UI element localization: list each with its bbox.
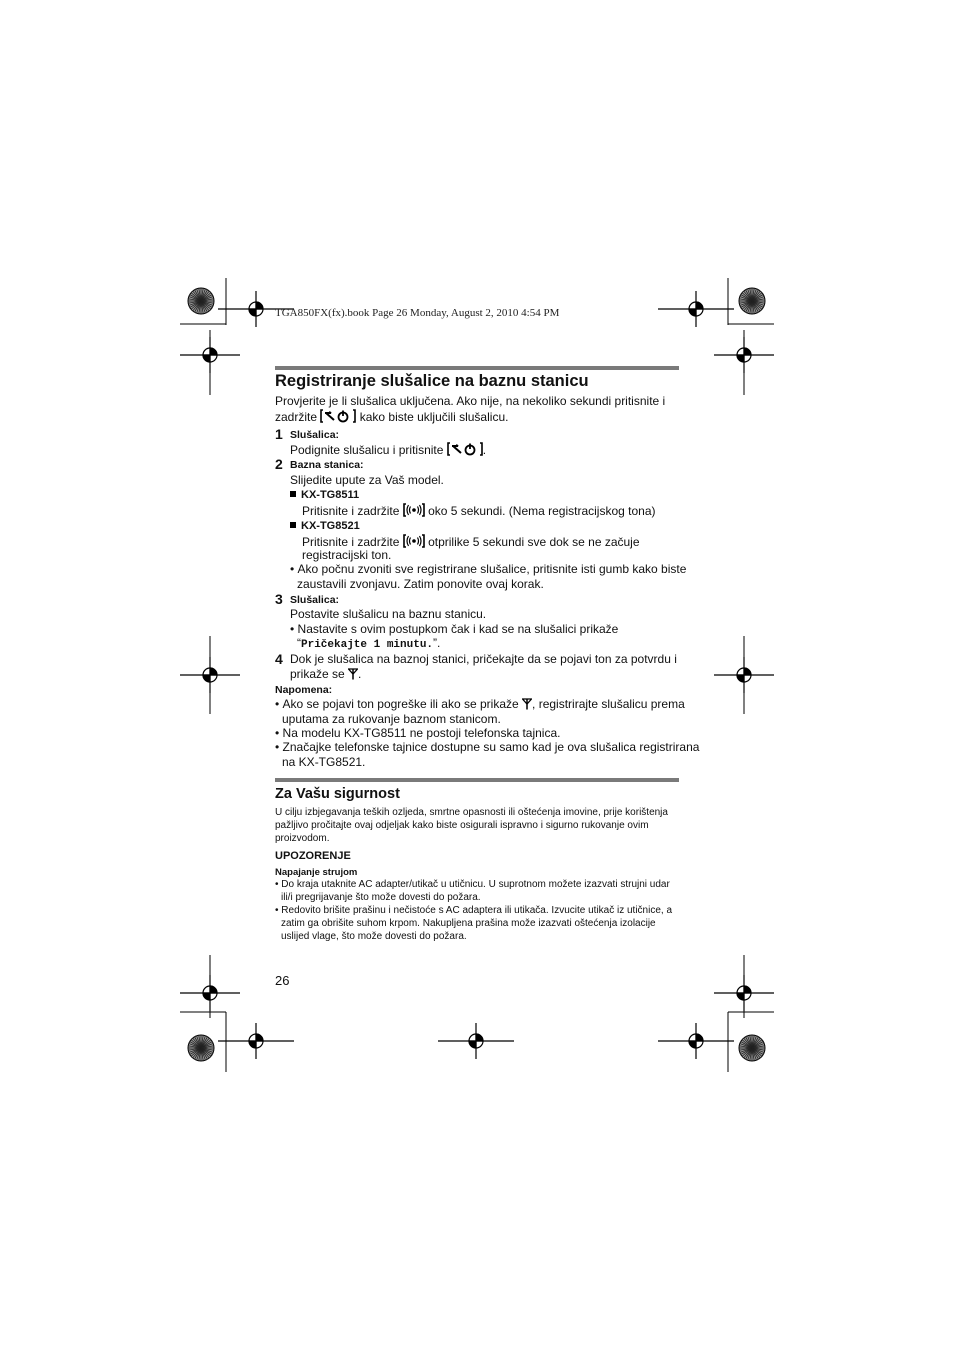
safety-intro: pažljivo pročitajte ovaj odjeljak kako biste osigurali ispravno i sigurno rukovanje ovim [275,820,649,831]
section-divider [275,366,679,370]
step-number: 4 [275,651,283,667]
display-message: “Pričekajte 1 minutu.”. [297,636,441,651]
step-label: Slušalica: [290,429,340,441]
step-text: Slijedite upute za Vaš model. [290,473,444,487]
section-title: Za Vašu sigurnost [275,786,400,802]
sunburst-target-icon [188,1035,214,1061]
step-label: Bazna stanica: [290,459,364,471]
intro-text: Provjerite je li slušalica uključena. Ako nije, na nekoliko sekundi pritisnite i [275,394,666,408]
power-subheading: Napajanje strujom [275,867,358,878]
note-text: uputama za rukovanje baznom stanicom. [282,712,501,726]
locator-key-icon [403,503,425,517]
section-divider [275,778,679,782]
intro-text: zadržite kako biste uključili slušalicu. [275,410,509,424]
step-text: registracijski ton. [302,548,392,562]
safety-intro: U cilju izbjegavanja teških ozljeda, smrtne opasnosti ili oštećenja imovine, prije korištenja [275,807,668,818]
step-number: 3 [275,591,283,607]
note-text: • Na modelu KX-TG8511 ne postoji telefonska tajnica. [275,726,561,740]
bullet-text: • Nastavite s ovim postupkom čak i kad se na slušalici prikaže [290,622,619,636]
step-text: Dok je slušalica na baznoj stanici, pričekajte da se pojavi ton za potvrdu i [290,652,677,666]
bullet-text: zaustavili zvonjavu. Zatim ponovite ovaj korak. [297,577,544,591]
sunburst-target-icon [739,288,765,314]
safety-bullet: • Redovito brišite prašinu i nečistoće s AC adaptera ili utikača. Izvucite utikač iz utičnice, a [275,905,673,916]
crosshair-target-icon [180,975,240,1011]
square-bullet-icon [290,491,296,497]
crosshair-target-icon [714,337,774,373]
step-text: Podignite slušalicu i pritisnite . [290,443,487,457]
sunburst-target-icon [739,1035,765,1061]
step-number: 1 [275,426,283,442]
step-label: Slušalica: [290,594,340,606]
sunburst-target-icon [188,288,214,314]
talk-off-power-key-icon [320,409,356,423]
warning-heading: UPOZORENJE [275,850,351,862]
bullet-text: • Ako počnu zvoniti sve registrirane slušalice, pritisnite isti gumb kako biste [290,562,687,576]
crosshair-target-icon [438,1023,514,1059]
book-header-line: TGA850FX(fx).book Page 26 Monday, August 2, 2010 4:54 PM [275,307,560,319]
section-title: Registriranje slušalice na baznu stanicu [275,372,589,390]
note-text: • Ako se pojavi ton pogreške ili ako se prikaže , registrirajte slušalicu prema [275,697,685,711]
note-text: na KX-TG8521. [282,755,366,769]
antenna-icon [348,668,358,680]
note-text: • Značajke telefonske tajnice dostupne su samo kad je ova slušalica registrirana [275,740,700,754]
model-heading: KX-TG8521 [290,518,360,534]
step-text: Pritisnite i zadržite otprilike 5 sekundi sve dok se ne začuje [302,535,640,549]
crosshair-target-icon [180,657,240,693]
safety-intro: proizvodom. [275,833,330,844]
model-heading: KX-TG8511 [290,487,359,503]
step-text: prikaže se . [290,667,362,681]
safety-bullet: • Do kraja utaknite AC adapter/utikač u utičnicu. U suprotnom možete izazvati strujni udar [275,879,670,890]
note-label: Napomena: [275,684,333,696]
crosshair-target-icon [714,975,774,1011]
safety-bullet: ili/i pregrijavanje što može dovesti do požara. [281,892,481,903]
step-number: 2 [275,456,283,472]
crosshair-target-icon [218,1023,294,1059]
antenna-icon [522,698,532,710]
crosshair-target-icon [180,337,240,373]
page-number: 26 [275,973,290,988]
crosshair-target-icon [714,657,774,693]
step-text: Postavite slušalicu na baznu stanicu. [290,607,487,621]
safety-bullet: zatim ga obrišite suhom krpom. Nakupljena prašina može izazvati oštećenja izolacije [281,918,656,929]
step-text: Pritisnite i zadržite oko 5 sekundi. (Nema registracijskog tona) [302,504,656,518]
crosshair-target-icon [658,291,734,327]
locator-key-icon [403,534,425,548]
talk-off-power-key-icon [447,442,483,456]
safety-bullet: uslijed vlage, što može dovesti do požara. [281,931,467,942]
square-bullet-icon [290,522,296,528]
crosshair-target-icon [658,1023,734,1059]
